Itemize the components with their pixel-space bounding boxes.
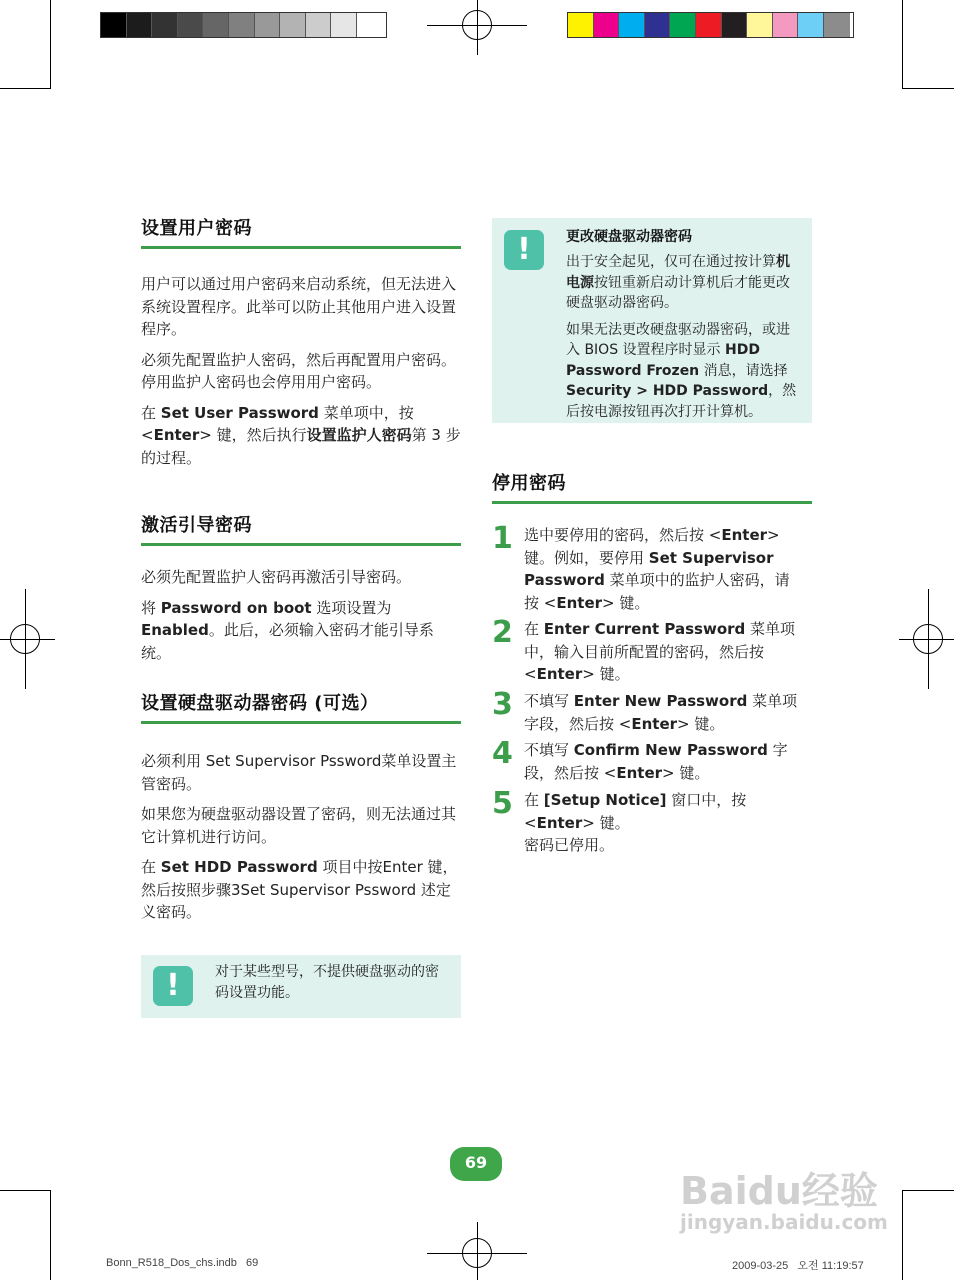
paragraph: 在 Set User Password 菜单项中，按 <Enter> 键，然后执行设置监护人密码第 3 步的过程。 bbox=[141, 403, 461, 467]
gray-swatch bbox=[306, 13, 332, 37]
note-text: 对于某些型号，不提供硬盘驱动的密码设置功能。 bbox=[215, 964, 439, 1001]
paragraph: 用户可以通过用户密码来启动系统，但无法进入系统设置程序。此举可以防止其他用户进入设置程序。 bbox=[141, 275, 457, 338]
paragraph: 必须先配置监护人密码，然后再配置用户密码。停用监护人密码也会停用用户密码。 bbox=[141, 350, 457, 391]
step-text: 选中要停用的密码，然后按 <Enter> 键。例如，要停用 Set Supervisor Password 菜单项中的监护人密码，请按 <Enter> 键。 bbox=[524, 526, 790, 612]
footer-filename: Bonn_R518_Dos_chs.indb 69 bbox=[106, 1257, 259, 1269]
crop-mark bbox=[902, 0, 903, 88]
step-number: 1 bbox=[492, 521, 513, 556]
step-text: 在 [Setup Notice] 窗口中，按 <Enter> 键。 密码已停用。 bbox=[524, 791, 747, 854]
note-text: 出于安全起见，仅可在通过按计算机电源按钮重新启动计算机后才能更改硬盘驱动器密码。 bbox=[566, 254, 790, 311]
color-swatch-bar bbox=[567, 12, 854, 38]
paragraph: 如果您为硬盘驱动器设置了密码，则无法通过其它计算机进行访问。 bbox=[141, 805, 457, 846]
note-text: 如果无法更改硬盘驱动器密码，或进入 BIOS 设置程序时显示 HDD Password Frozen 消息，请选择 Security > HDD Password，然后按电源按钮再次打开计算机。 bbox=[566, 321, 797, 420]
step-number: 2 bbox=[492, 615, 513, 650]
section-title: 设置用户密码 bbox=[141, 214, 461, 249]
step-number: 4 bbox=[492, 736, 513, 771]
gray-swatch bbox=[203, 13, 229, 37]
step-text: 在 Enter Current Password 菜单项中，输入目前所配置的密码，然后按 <Enter> 键。 bbox=[524, 620, 796, 683]
step-text: 不填写 Enter New Password 菜单项字段，然后按 <Enter> 键。 bbox=[524, 692, 798, 733]
crop-mark bbox=[0, 1190, 51, 1191]
exclamation-icon: ! bbox=[504, 230, 544, 270]
page-number: 69 bbox=[450, 1147, 502, 1181]
note-box-hdd-unsupported bbox=[141, 955, 461, 1018]
crop-mark bbox=[50, 1190, 51, 1280]
section-activate-boot-password bbox=[141, 511, 461, 664]
section-set-user-password bbox=[141, 214, 461, 469]
gray-swatch bbox=[127, 13, 153, 37]
note-title: 更改硬盘驱动器密码 bbox=[566, 229, 692, 245]
gray-swatch bbox=[280, 13, 306, 37]
gray-swatch-bar bbox=[100, 12, 387, 38]
crop-mark bbox=[0, 88, 51, 89]
gray-swatch bbox=[229, 13, 255, 37]
paragraph: 将 Password on boot 选项设置为 Enabled。此后，必须输入密码才能引导系统。 bbox=[141, 598, 434, 662]
color-swatch bbox=[798, 13, 824, 37]
color-swatch bbox=[645, 13, 671, 37]
paragraph: 必须先配置监护人密码再激活引导密码。 bbox=[141, 568, 412, 586]
gray-swatch bbox=[178, 13, 204, 37]
color-swatch bbox=[696, 13, 722, 37]
gray-swatch bbox=[152, 13, 178, 37]
gray-swatch bbox=[357, 13, 383, 37]
footer-timestamp: 2009-03-25 오전 11:19:57 bbox=[732, 1260, 864, 1272]
note-box-change-hdd-password bbox=[492, 218, 812, 423]
color-swatch bbox=[747, 13, 773, 37]
paragraph: 必须利用 Set Supervisor Pssword菜单设置主管密码。 bbox=[141, 752, 457, 793]
paragraph: 在 Set HDD Password 项目中按Enter 键，然后按照步骤3Set Supervisor Pssword 述定义密码。 bbox=[141, 858, 458, 921]
watermark-logo: Baidu经验 bbox=[680, 1169, 878, 1213]
color-swatch bbox=[619, 13, 645, 37]
crop-mark bbox=[902, 88, 954, 89]
gray-swatch bbox=[331, 13, 357, 37]
color-swatch bbox=[824, 13, 850, 37]
section-title: 设置硬盘驱动器密码 (可选） bbox=[141, 689, 461, 724]
color-swatch bbox=[722, 13, 748, 37]
gray-swatch bbox=[101, 13, 127, 37]
crop-mark bbox=[902, 1190, 954, 1191]
crop-mark bbox=[50, 0, 51, 88]
crop-mark bbox=[902, 1190, 903, 1280]
section-title: 激活引导密码 bbox=[141, 511, 461, 546]
step-text: 不填写 Confirm New Password 字段，然后按 <Enter> 键。 bbox=[524, 741, 788, 782]
section-title: 停用密码 bbox=[492, 469, 812, 504]
watermark-url: jingyan.baidu.com bbox=[680, 1210, 888, 1234]
color-swatch bbox=[670, 13, 696, 37]
section-disable-password bbox=[492, 469, 812, 504]
color-swatch bbox=[568, 13, 594, 37]
exclamation-icon: ! bbox=[153, 966, 193, 1006]
step-number: 5 bbox=[492, 786, 513, 821]
color-swatch bbox=[594, 13, 620, 37]
section-hdd-password bbox=[141, 689, 461, 924]
color-swatch bbox=[773, 13, 799, 37]
step-number: 3 bbox=[492, 687, 513, 722]
gray-swatch bbox=[255, 13, 281, 37]
